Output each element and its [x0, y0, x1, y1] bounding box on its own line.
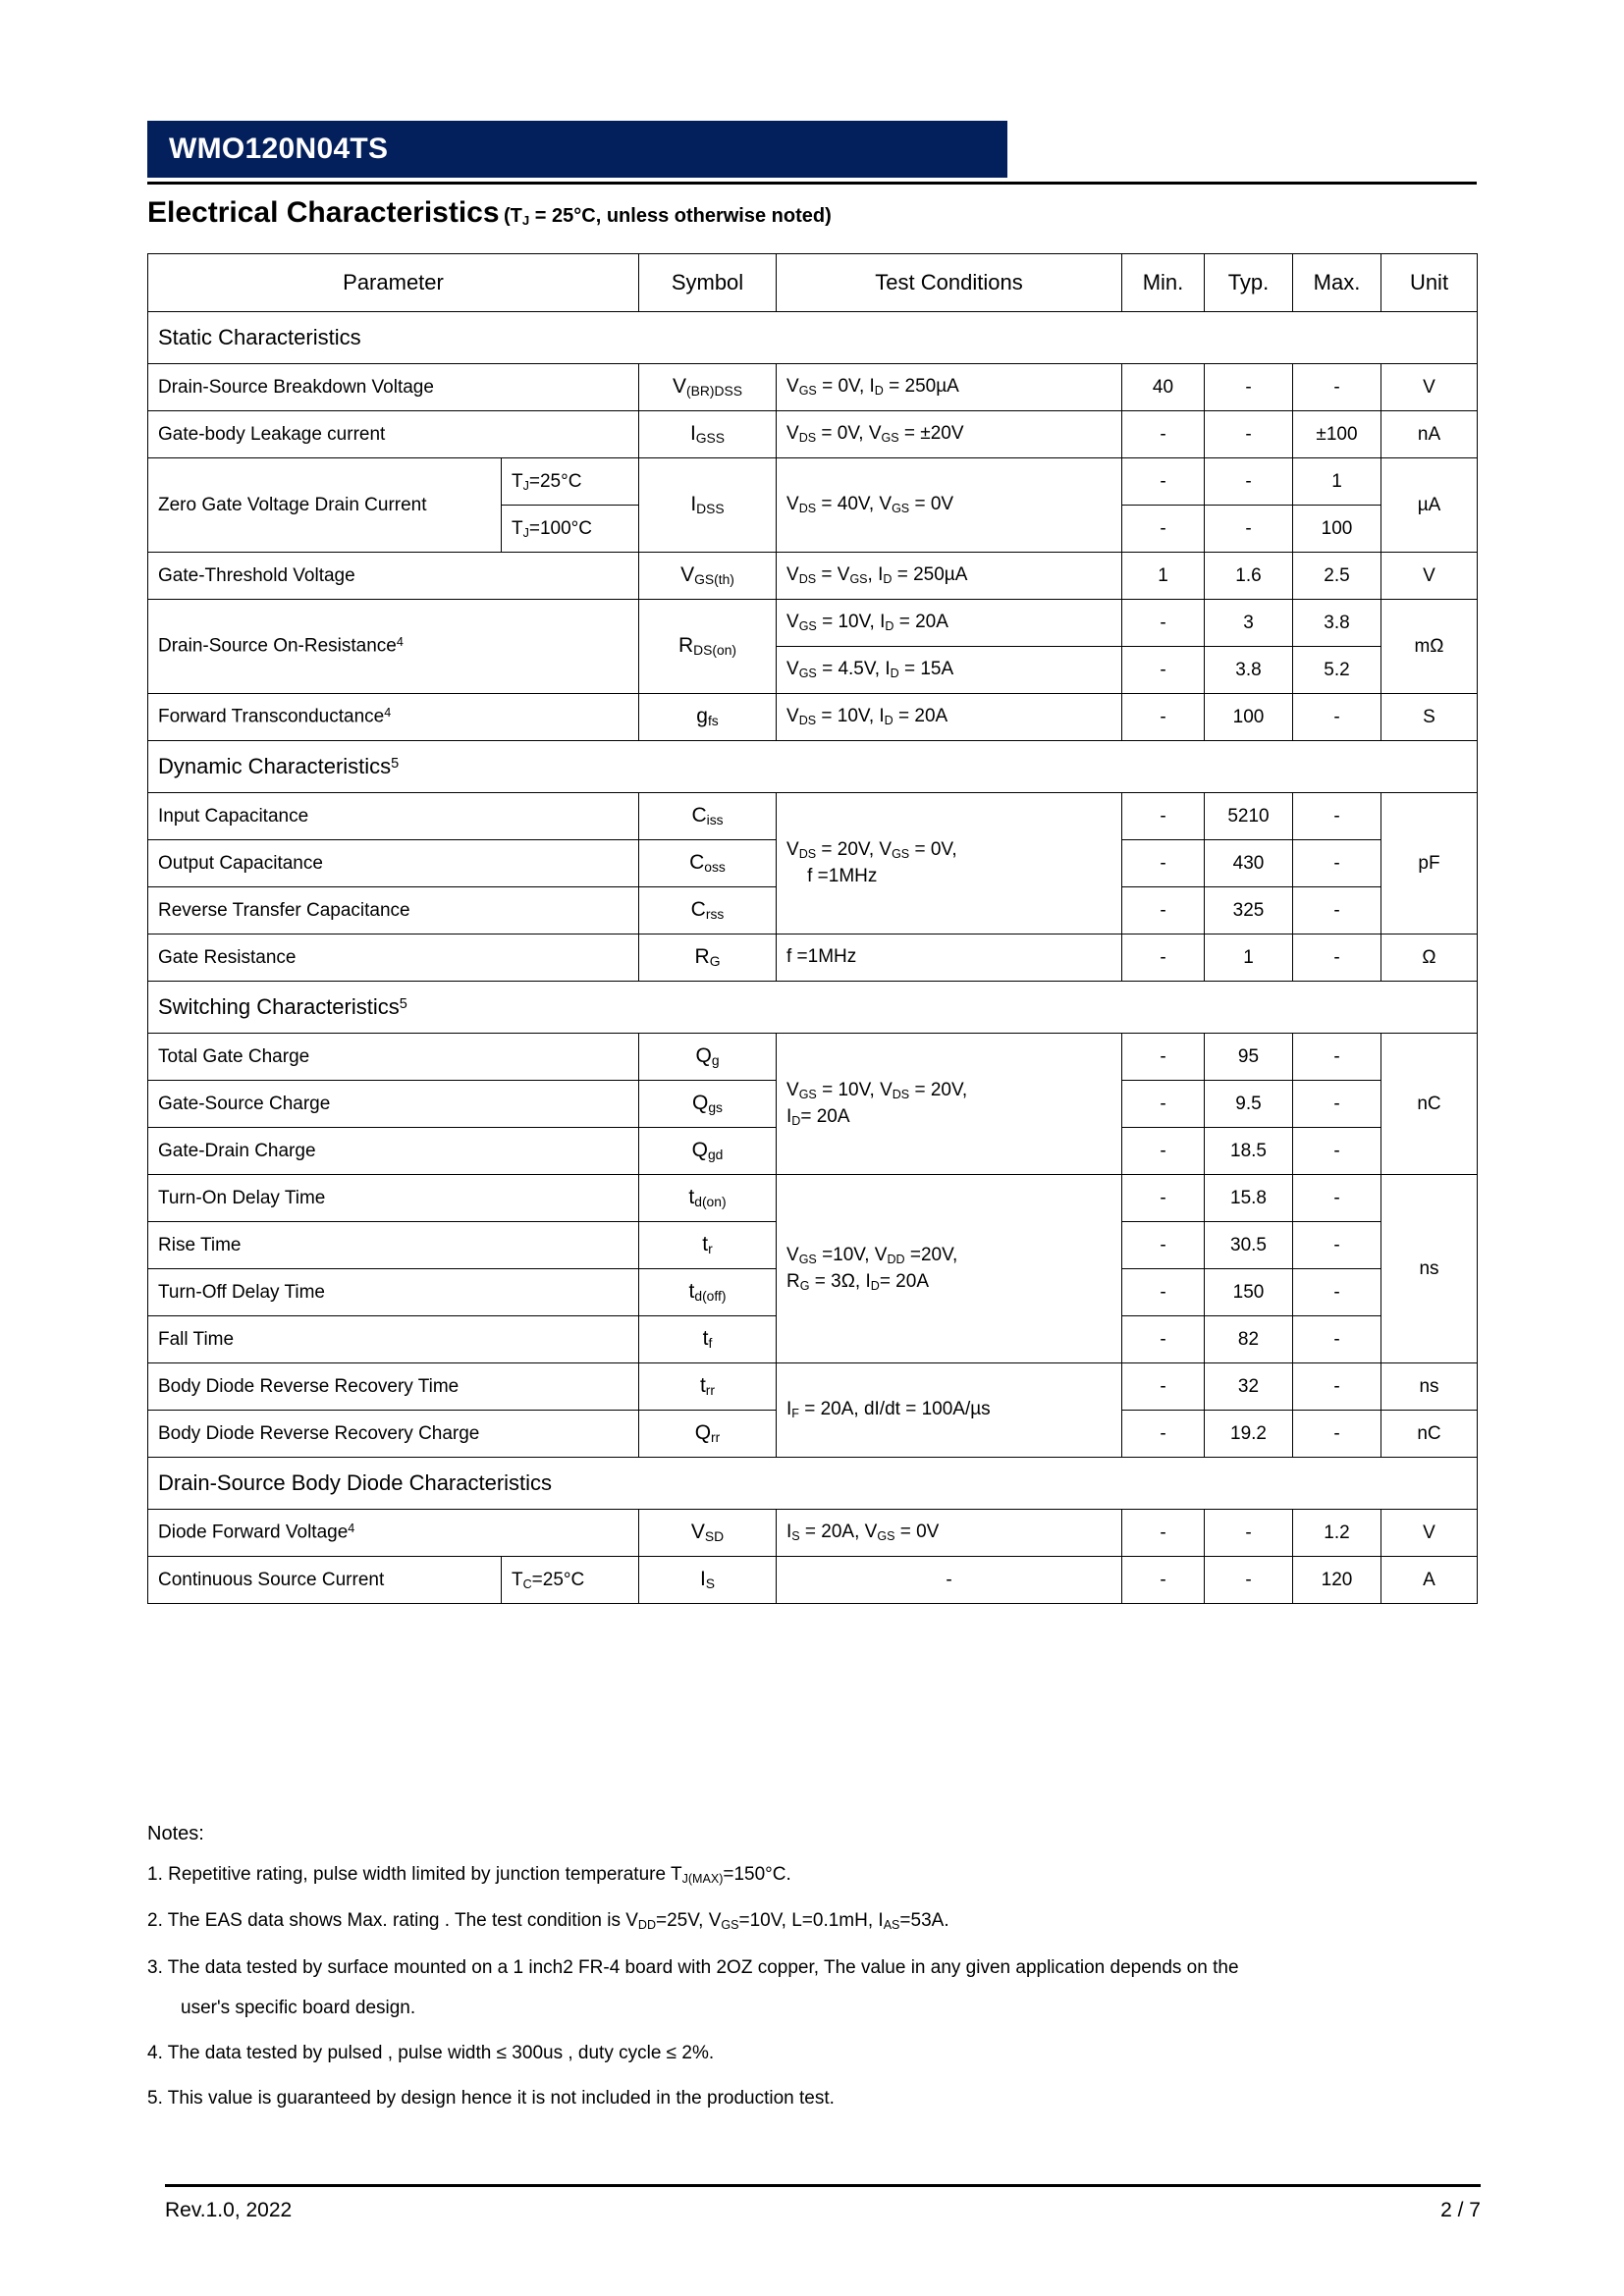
- row-max-rdson-10v: 3.8: [1293, 600, 1381, 647]
- row-min-idss-100c: -: [1122, 506, 1205, 553]
- row-min-rdson-10v: -: [1122, 600, 1205, 647]
- row-label-gfs: [148, 694, 639, 741]
- footnote-marker: 4: [348, 1522, 355, 1536]
- row-typ-tr: 30.5: [1205, 1222, 1293, 1269]
- row-subcondition-is: $T_C=25^\circ C$: [502, 1557, 639, 1604]
- row-symbol-qg: $Q_g$: [639, 1034, 777, 1081]
- table-header-row: [148, 254, 1478, 312]
- row-label-gfs-text: Forward Transconductance: [158, 706, 385, 727]
- row-typ-gfs: 100: [1205, 694, 1293, 741]
- row-condition-rdson-45v: $V_{GS} = 4.5V$, $I_D = 15A$: [777, 647, 1122, 694]
- row-typ-tf: 82: [1205, 1316, 1293, 1363]
- row-typ-rdson-10v: 3: [1205, 600, 1293, 647]
- row-typ-tdon: 15.8: [1205, 1175, 1293, 1222]
- column-header-min: Min.: [1122, 254, 1205, 312]
- row-symbol-tdoff: $t_{d(off)}$: [639, 1269, 777, 1316]
- row-max-qg: -: [1293, 1034, 1381, 1081]
- row-min-tdoff: -: [1122, 1269, 1205, 1316]
- row-max-rg: -: [1293, 934, 1381, 982]
- row-symbol-tf: $t_f$: [639, 1316, 777, 1363]
- row-unit-rdson: mΩ: [1381, 600, 1478, 694]
- column-header-typ: Typ.: [1205, 254, 1293, 312]
- section-heading-condition: ($T_J = 25^\circ C$, unless otherwise noted): [504, 205, 832, 228]
- row-subcondition-idss-100c: $T_J=100^\circ C$: [502, 506, 639, 553]
- row-unit-bvdss: V: [1381, 364, 1478, 411]
- row-typ-qg: 95: [1205, 1034, 1293, 1081]
- table-row: [148, 411, 1478, 458]
- row-condition-idss: $V_{DS} = 40V$, $V_{GS} = 0V$: [777, 458, 1122, 553]
- row-unit-vgsth: V: [1381, 553, 1478, 600]
- table-row: [148, 1175, 1478, 1222]
- row-max-idss-25c: 1: [1293, 458, 1381, 506]
- column-header-symbol: Symbol: [639, 254, 777, 312]
- row-symbol-qrr: $Q_{rr}$: [639, 1411, 777, 1458]
- row-symbol-tdon: $t_{d(on)}$: [639, 1175, 777, 1222]
- group-header-switching: [148, 982, 1478, 1034]
- row-symbol-rg: $R_G$: [639, 934, 777, 982]
- row-typ-is: -: [1205, 1557, 1293, 1604]
- row-unit-gfs: S: [1381, 694, 1478, 741]
- row-max-tf: -: [1293, 1316, 1381, 1363]
- footnote-marker: 4: [396, 635, 404, 650]
- footnote-marker: 5: [399, 995, 407, 1012]
- header-divider: [147, 182, 1477, 185]
- row-symbol-crss: $C_{rss}$: [639, 887, 777, 934]
- row-max-ciss: -: [1293, 793, 1381, 840]
- row-max-trr: -: [1293, 1363, 1381, 1411]
- row-min-tf: -: [1122, 1316, 1205, 1363]
- row-condition-is: -: [777, 1557, 1122, 1604]
- row-min-bvdss: 40: [1122, 364, 1205, 411]
- row-condition-switching: $V_{GS} =10V$, $V_{DD} =20V$, $R_G = 3\Omega$, $I_D= 20A$: [777, 1175, 1122, 1363]
- row-label-qg: Total Gate Charge: [148, 1034, 639, 1081]
- row-max-coss: -: [1293, 840, 1381, 887]
- row-condition-bvdss: $V_{GS} = 0V$, $I_D = 250\mu A$: [777, 364, 1122, 411]
- row-label-rg: Gate Resistance: [148, 934, 639, 982]
- table-row: [148, 934, 1478, 982]
- row-min-trr: -: [1122, 1363, 1205, 1411]
- row-label-tdoff: Turn-Off Delay Time: [148, 1269, 639, 1316]
- electrical-characteristics-table: [147, 253, 1478, 1604]
- table-row: [148, 1510, 1478, 1557]
- note-item-1: 1. Repetitive rating, pulse width limited by junction temperature $T_{J(MAX)}=150^\circ C$.: [147, 1864, 791, 1886]
- note-item-3: [147, 1958, 1483, 2017]
- group-header-dynamic: [148, 741, 1478, 793]
- row-max-is: 120: [1293, 1557, 1381, 1604]
- row-symbol-ciss: $C_{iss}$: [639, 793, 777, 840]
- table-row: [148, 1363, 1478, 1411]
- row-label-crss: Reverse Transfer Capacitance: [148, 887, 639, 934]
- row-unit-trr: ns: [1381, 1363, 1478, 1411]
- row-condition-rg: f =1MHz: [777, 934, 1122, 982]
- group-header-dynamic-text: Dynamic Characteristics: [158, 754, 392, 778]
- row-min-tr: -: [1122, 1222, 1205, 1269]
- row-min-ciss: -: [1122, 793, 1205, 840]
- column-header-test-conditions: Test Conditions: [777, 254, 1122, 312]
- row-typ-igss: -: [1205, 411, 1293, 458]
- row-symbol-trr: $t_{rr}$: [639, 1363, 777, 1411]
- row-max-tr: -: [1293, 1222, 1381, 1269]
- row-label-coss: Output Capacitance: [148, 840, 639, 887]
- row-min-crss: -: [1122, 887, 1205, 934]
- row-label-igss: Gate-body Leakage current: [148, 411, 639, 458]
- column-header-max: Max.: [1293, 254, 1381, 312]
- row-max-qgd: -: [1293, 1128, 1381, 1175]
- row-unit-rg: Ω: [1381, 934, 1478, 982]
- row-symbol-vgsth: $V_{GS(th)}$: [639, 553, 777, 600]
- row-label-vgsth: Gate-Threshold Voltage: [148, 553, 639, 600]
- note-item-2: 2. The EAS data shows Max. rating . The test condition is $V_{DD}=25V$, $V_{GS}=10V$, L=0.1mH, $I_{AS}=53A$.: [147, 1910, 949, 1933]
- row-symbol-idss: $I_{DSS}$: [639, 458, 777, 553]
- row-min-qg: -: [1122, 1034, 1205, 1081]
- row-symbol-bvdss: $V_{(BR)DSS}$: [639, 364, 777, 411]
- group-header-body-diode: [148, 1458, 1478, 1510]
- section-heading: [147, 196, 832, 230]
- row-label-vsd-text: Diode Forward Voltage: [158, 1522, 349, 1543]
- table-row: [148, 364, 1478, 411]
- row-symbol-tr: $t_r$: [639, 1222, 777, 1269]
- footer-divider: [165, 2184, 1481, 2187]
- row-unit-idss: µA: [1381, 458, 1478, 553]
- group-header-static: [148, 312, 1478, 364]
- row-min-rg: -: [1122, 934, 1205, 982]
- row-symbol-qgs: $Q_{gs}$: [639, 1081, 777, 1128]
- row-min-qgs: -: [1122, 1081, 1205, 1128]
- row-max-igss: ±100: [1293, 411, 1381, 458]
- section-heading-text: Electrical Characteristics: [147, 196, 500, 229]
- page-header-bar: [147, 121, 1007, 178]
- row-label-qrr: Body Diode Reverse Recovery Charge: [148, 1411, 639, 1458]
- row-min-igss: -: [1122, 411, 1205, 458]
- note-item-4: 4. The data tested by pulsed , pulse width ≤ 300us , duty cycle ≤ 2%.: [147, 2042, 715, 2063]
- row-max-qrr: -: [1293, 1411, 1381, 1458]
- row-typ-idss-100c: -: [1205, 506, 1293, 553]
- row-symbol-igss: $I_{GSS}$: [639, 411, 777, 458]
- row-unit-is: A: [1381, 1557, 1478, 1604]
- row-typ-idss-25c: -: [1205, 458, 1293, 506]
- row-typ-tdoff: 150: [1205, 1269, 1293, 1316]
- row-typ-rg: 1: [1205, 934, 1293, 982]
- row-typ-bvdss: -: [1205, 364, 1293, 411]
- row-unit-capacitance: pF: [1381, 793, 1478, 934]
- table-row: [148, 553, 1478, 600]
- row-min-coss: -: [1122, 840, 1205, 887]
- row-max-qgs: -: [1293, 1081, 1381, 1128]
- row-max-vgsth: 2.5: [1293, 553, 1381, 600]
- row-typ-trr: 32: [1205, 1363, 1293, 1411]
- row-subcondition-idss-25c: $T_J=25^\circ C$: [502, 458, 639, 506]
- row-typ-qgd: 18.5: [1205, 1128, 1293, 1175]
- note-item-5: 5. This value is guaranteed by design hence it is not included in the production test.: [147, 2087, 835, 2109]
- row-typ-vsd: -: [1205, 1510, 1293, 1557]
- footnote-marker: 5: [391, 755, 400, 772]
- row-min-rdson-45v: -: [1122, 647, 1205, 694]
- row-symbol-rdson: $R_{DS(on)}$: [639, 600, 777, 694]
- row-min-vsd: -: [1122, 1510, 1205, 1557]
- row-max-idss-100c: 100: [1293, 506, 1381, 553]
- notes-heading: Notes:: [147, 1823, 204, 1844]
- row-unit-switching: ns: [1381, 1175, 1478, 1363]
- row-min-idss-25c: -: [1122, 458, 1205, 506]
- group-header-switching-text: Switching Characteristics: [158, 994, 400, 1019]
- row-typ-coss: 430: [1205, 840, 1293, 887]
- row-label-vsd: [148, 1510, 639, 1557]
- row-label-tdon: Turn-On Delay Time: [148, 1175, 639, 1222]
- table-row: [148, 694, 1478, 741]
- table-row: [148, 458, 1478, 506]
- row-label-bvdss: Drain-Source Breakdown Voltage: [148, 364, 639, 411]
- row-label-qgs: Gate-Source Charge: [148, 1081, 639, 1128]
- row-typ-rdson-45v: 3.8: [1205, 647, 1293, 694]
- row-typ-vgsth: 1.6: [1205, 553, 1293, 600]
- row-max-gfs: -: [1293, 694, 1381, 741]
- row-label-rdson: [148, 600, 639, 694]
- row-condition-gfs: $V_{DS} = 10V$, $I_D = 20A$: [777, 694, 1122, 741]
- page-footer: [165, 2199, 1481, 2222]
- row-label-ciss: Input Capacitance: [148, 793, 639, 840]
- column-header-unit: Unit: [1381, 254, 1478, 312]
- row-max-tdoff: -: [1293, 1269, 1381, 1316]
- row-unit-igss: nA: [1381, 411, 1478, 458]
- column-header-parameter: Parameter: [148, 254, 639, 312]
- row-max-bvdss: -: [1293, 364, 1381, 411]
- row-label-is: Continuous Source Current: [148, 1557, 502, 1604]
- row-min-tdon: -: [1122, 1175, 1205, 1222]
- row-typ-ciss: 5210: [1205, 793, 1293, 840]
- row-condition-vgsth: $V_{DS} = V_{GS}$, $I_D = 250\mu A$: [777, 553, 1122, 600]
- group-header-dynamic-label: [148, 741, 1478, 793]
- row-typ-qgs: 9.5: [1205, 1081, 1293, 1128]
- row-unit-vsd: V: [1381, 1510, 1478, 1557]
- row-condition-vsd: $I_S = 20A$, $V_{GS} = 0V$: [777, 1510, 1122, 1557]
- row-symbol-is: $I_S$: [639, 1557, 777, 1604]
- row-label-rdson-text: Drain-Source On-Resistance: [158, 635, 397, 657]
- row-min-vgsth: 1: [1122, 553, 1205, 600]
- row-symbol-vsd: $V_{SD}$: [639, 1510, 777, 1557]
- note-item-3-line1: 3. The data tested by surface mounted on a 1 inch2 FR-4 board with 2OZ copper, The value in any given application depends on the: [147, 1956, 1239, 1978]
- row-max-crss: -: [1293, 887, 1381, 934]
- row-max-tdon: -: [1293, 1175, 1381, 1222]
- footnote-marker: 4: [384, 706, 392, 721]
- row-condition-rdson-10v: $V_{GS} = 10V$, $I_D = 20A$: [777, 600, 1122, 647]
- part-number-title: WMO120N04TS: [169, 133, 389, 165]
- row-symbol-qgd: $Q_{gd}$: [639, 1128, 777, 1175]
- footer-page-number: 2 / 7: [1440, 2199, 1481, 2221]
- row-symbol-gfs: $g_{fs}$: [639, 694, 777, 741]
- note-item-3-line2: user's specific board design.: [181, 1997, 416, 2018]
- row-label-trr: Body Diode Reverse Recovery Time: [148, 1363, 639, 1411]
- row-condition-reverse-recovery: $I_F = 20A$, dI/dt = 100A/µs: [777, 1363, 1122, 1458]
- row-unit-qrr: nC: [1381, 1411, 1478, 1458]
- group-header-body-diode-label: Drain-Source Body Diode Characteristics: [148, 1458, 1478, 1510]
- table-row: [148, 1034, 1478, 1081]
- table-row: [148, 600, 1478, 647]
- table-row: [148, 1557, 1478, 1604]
- group-header-switching-label: [148, 982, 1478, 1034]
- row-min-qgd: -: [1122, 1128, 1205, 1175]
- row-max-rdson-45v: 5.2: [1293, 647, 1381, 694]
- row-condition-igss: $V_{DS} = 0V$, $V_{GS} = \pm 20V$: [777, 411, 1122, 458]
- footer-revision: Rev.1.0, 2022: [165, 2199, 293, 2221]
- row-symbol-coss: $C_{oss}$: [639, 840, 777, 887]
- notes-section: [147, 1824, 1483, 2134]
- row-label-tf: Fall Time: [148, 1316, 639, 1363]
- row-typ-qrr: 19.2: [1205, 1411, 1293, 1458]
- table-row: [148, 793, 1478, 840]
- row-condition-capacitance: $V_{DS} = 20V$, $V_{GS} = 0V$, f =1MHz: [777, 793, 1122, 934]
- row-label-idss: Zero Gate Voltage Drain Current: [148, 458, 502, 553]
- row-min-gfs: -: [1122, 694, 1205, 741]
- row-condition-gate-charge: $V_{GS} = 10V$, $V_{DS} = 20V$, $I_D= 20A$: [777, 1034, 1122, 1175]
- row-typ-crss: 325: [1205, 887, 1293, 934]
- row-min-qrr: -: [1122, 1411, 1205, 1458]
- row-label-qgd: Gate-Drain Charge: [148, 1128, 639, 1175]
- row-unit-gate-charge: nC: [1381, 1034, 1478, 1175]
- row-min-is: -: [1122, 1557, 1205, 1604]
- row-max-vsd: 1.2: [1293, 1510, 1381, 1557]
- group-header-static-label: Static Characteristics: [148, 312, 1478, 364]
- row-label-tr: Rise Time: [148, 1222, 639, 1269]
